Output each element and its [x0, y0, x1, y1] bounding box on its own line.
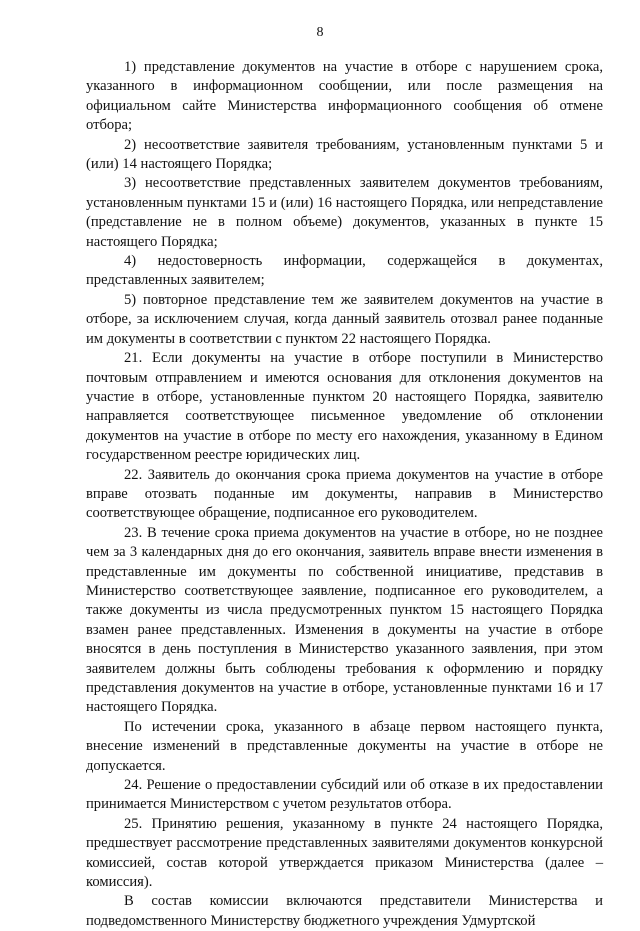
- paragraph-clause-23: 23. В течение срока приема документов на участие в отборе, но не позднее чем за 3 календарных дня до его окончания, заявитель вправе внести изменения в представленные им документы по собственной инициативе, представив в Министерство соответствующее заявление, подписанное его руководителем, а также документы из числа предусмотренных пунктом 15 настоящего Порядка взамен ранее представленных. Изменения в документы на участие в отборе вносятся в день поступления в Министерство указанного заявления, при этом заявителем должны быть соблюдены требования к оформлению и порядку представления документов на участие в отборе, установленные пунктами 16 и 17 настоящего Порядка.: [86, 524, 603, 716]
- paragraph-item-1-deadline-violation: 1) представление документов на участие в отборе с нарушением срока, указанного в информационном сообщении, или после размещения на официальном сайте Министерства информационного сообщения об отмене отбора;: [86, 59, 603, 134]
- paragraph-clause-25: 25. Принятию решения, указанному в пункте 24 настоящего Порядка, предшествует рассмотрение представленных заявителями документов конкурсной комиссией, состав которой утверждается приказом Министерства (далее – комиссия).: [86, 815, 603, 891]
- document-body: [86, 58, 603, 931]
- paragraph-clause-21: 21. Если документы на участие в отборе поступили в Министерство почтовым отправлением и имеются основания для отклонения документов на участие в отборе, установленные пунктом 20 настоящего Порядка, заявителю направляется соответствующее письменное уведомление об отклонении документов на участие в отборе по месту его нахождения, указанному в Едином государственном реестре юридических лиц.: [86, 350, 603, 464]
- paragraph-clause-24: 24. Решение о предоставлении субсидий или об отказе в их предоставлении принимается Министерством с учетом результатов отбора.: [86, 777, 603, 813]
- page-number: 8: [316, 25, 324, 40]
- paragraph-item-4-unreliable-info: 4) недостоверность информации, содержащейся в документах, представленных заявителем;: [86, 253, 603, 289]
- paragraph-commission-composition: В состав комиссии включаются представители Министерства и подведомственного Министерству бюджетного учреждения Удмуртской: [86, 893, 603, 929]
- paragraph-clause-23-continued: По истечении срока, указанного в абзаце первом настоящего пункта, внесение изменений в представленные документы на участие в отборе не допускается.: [86, 718, 603, 774]
- paragraph-item-3-documents-mismatch: 3) несоответствие представленных заявителем документов требованиям, установленным пунктами 15 и (или) 16 настоящего Порядка, или непредставление (представление не в полном объеме) документов, указанных в пункте 15 настоящего Порядка;: [86, 175, 603, 250]
- paragraph-item-5-repeat-submission: 5) повторное представление тем же заявителем документов на участие в отборе, за исключением случая, когда данный заявитель отозвал ранее поданные им документы в соответствии с пунктом 22 настоящего Порядка.: [86, 291, 603, 347]
- paragraph-clause-22: 22. Заявитель до окончания срока приема документов на участие в отборе вправе отозвать поданные им документы, направив в Министерство соответствующее обращение, подписанное его руководителем.: [86, 466, 603, 522]
- paragraph-item-2-applicant-mismatch: 2) несоответствие заявителя требованиям, установленным пунктами 5 и (или) 14 настоящего Порядка;: [86, 136, 603, 173]
